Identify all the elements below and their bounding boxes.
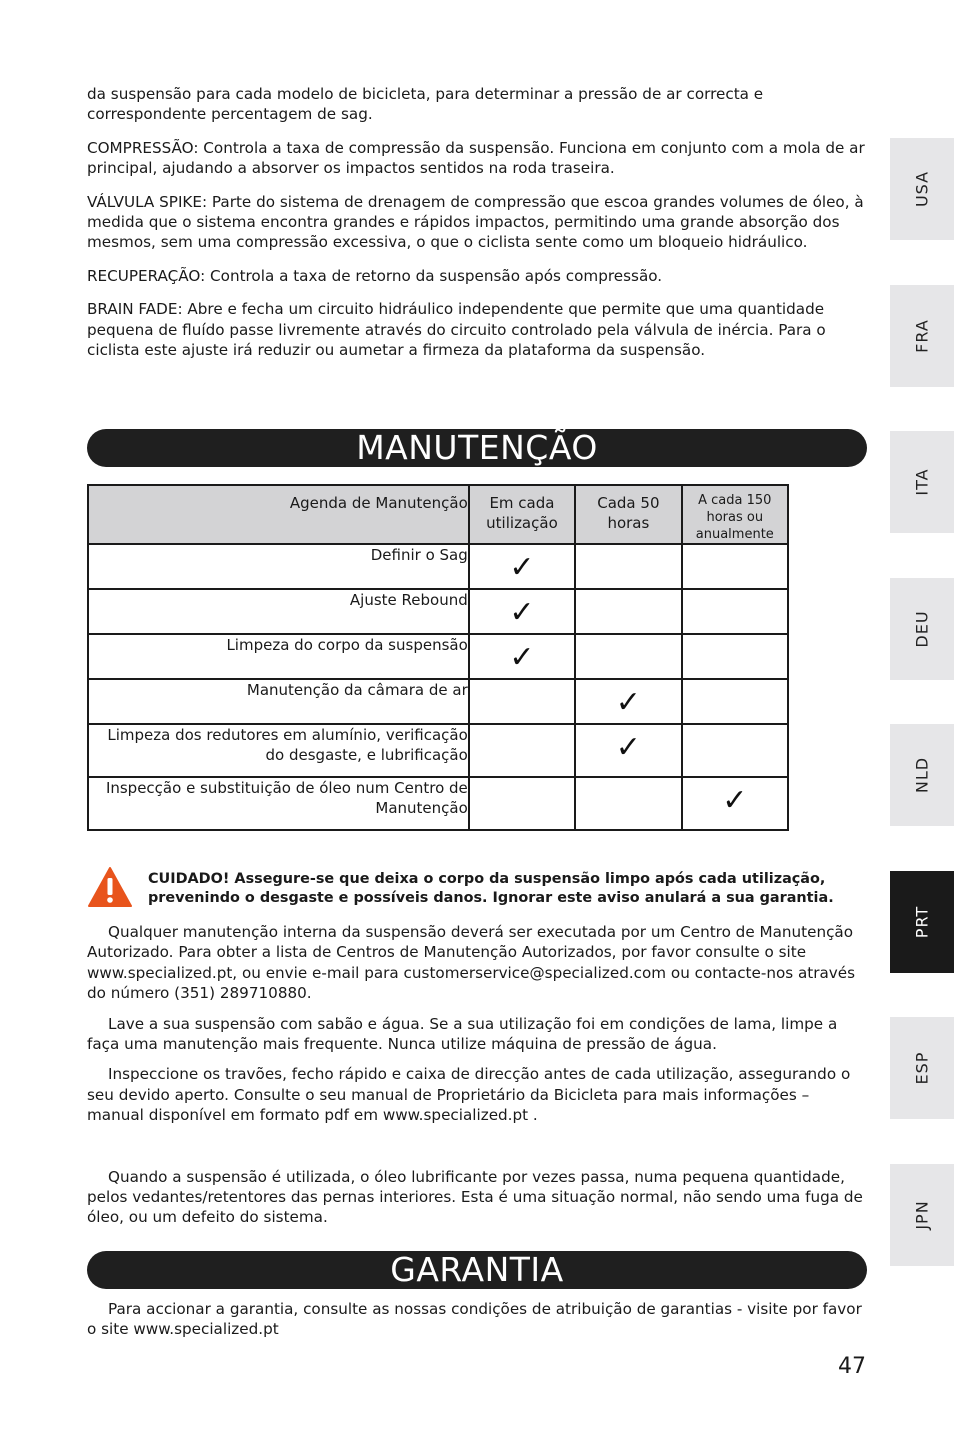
spike-text: SPIKE: Parte do sistema de drenagem de compressão que escoa grandes volumes de óleo, à medida que o sistema encontra grandes e rápidos impactos, permitindo uma grande absorção dos mesmos, sem uma compressão excessiva, o que o ciclista sente como um bloqueio hidráulico.	[87, 192, 864, 252]
oil-paragraph: Quando a suspensão é utilizada, o óleo lubrificante por vezes passa, numa pequena quantidade, pelos vedantes/retentores das pernas interiores. Esta é uma situação normal, não sendo uma fuga de óleo, ou um defeito do sistema.	[87, 1167, 863, 1227]
rebound-paragraph	[87, 266, 867, 286]
warranty-paragraph: Para accionar a garantia, consulte as nossas condições de atribuição de garantias - visite por favor o site www.specialized.pt	[87, 1300, 862, 1339]
tab-prt[interactable]	[890, 871, 954, 973]
check-cell	[682, 544, 788, 589]
tab-label: JPN	[912, 1199, 932, 1230]
tab-label: NLD	[912, 756, 932, 794]
tab-label: ITA	[912, 468, 932, 496]
table-header-row	[88, 485, 788, 544]
tab-label: PRT	[912, 905, 932, 938]
wash-paragraph: Lave a sua suspensão com sabão e água. Se a sua utilização foi em condições de lama, limpe a faça uma manutenção mais frequente. Nunca utilize máquina de pressão de água.	[87, 1014, 838, 1054]
check-cell	[575, 544, 681, 589]
rebound-text: Controla a taxa de retorno da suspensão após compressão.	[205, 266, 663, 285]
task-cell: Inspecção e substituição de óleo num Centro de Manutenção	[88, 777, 469, 830]
inspect-paragraph: Inspeccione os travões, fecho rápido e caixa de direcção antes de cada utilização, assegurando o seu devido aperto. Consulte o seu manual de Proprietário da Bicicleta para mais informações – manual disponível em formato pdf em www.specialized.pt .	[87, 1065, 851, 1125]
tab-label: ESP	[912, 1051, 932, 1085]
maintenance-table	[87, 484, 789, 831]
check-icon: ✓	[615, 730, 641, 765]
warranty-banner: GARANTIA	[87, 1251, 867, 1289]
table-row	[88, 544, 788, 589]
check-cell	[682, 634, 788, 679]
check-cell	[682, 724, 788, 777]
task-cell: Ajuste Rebound	[88, 589, 469, 634]
maintenance-banner: MANUTENÇÃO	[87, 429, 867, 467]
check-icon: ✓	[722, 783, 748, 818]
rebound-term: RECUPERAÇÃO:	[87, 266, 206, 285]
tab-ita[interactable]	[890, 431, 954, 533]
page-number: 47	[838, 1354, 866, 1379]
intro-section	[87, 84, 867, 360]
check-cell	[469, 679, 575, 724]
check-cell	[575, 634, 681, 679]
spike-paragraph	[87, 192, 867, 253]
intro-paragraph: da suspensão para cada modelo de bicicleta, para determinar a pressão de ar correcta e correspondente percentagem de sag.	[87, 85, 764, 124]
compression-paragraph	[87, 138, 867, 179]
check-cell	[469, 589, 575, 634]
check-cell	[575, 724, 681, 777]
body-section	[87, 922, 867, 1228]
warning-text: CUIDADO! Assegure-se que deixa o corpo da suspensão limpo após cada utilização, prevenindo o desgaste e possíveis danos. Ignorar este aviso anulará a sua garantia.	[148, 871, 834, 906]
table-row	[88, 724, 788, 777]
check-cell	[469, 544, 575, 589]
check-icon: ✓	[509, 595, 535, 630]
tab-jpn[interactable]	[890, 1164, 954, 1266]
task-cell: Limpeza do corpo da suspensão	[88, 634, 469, 679]
tab-label: USA	[912, 170, 932, 208]
table-row	[88, 634, 788, 679]
task-cell: Definir o Sag	[88, 544, 469, 589]
check-cell	[575, 679, 681, 724]
header-150-hours: A cada 150 horas ou anualmente	[682, 485, 788, 544]
check-cell	[469, 634, 575, 679]
warning-triangle-icon	[87, 866, 133, 908]
warranty-section	[87, 1299, 867, 1340]
tab-fra[interactable]	[890, 285, 954, 387]
check-icon: ✓	[509, 550, 535, 585]
service-paragraph: Qualquer manutenção interna da suspensão deverá ser executada por um Centro de Manutenção Autorizado. Para obter a lista de Centros de Manutenção Autorizados, por favor consulte o site www.specialized.pt, ou envie e-mail para customerservice@specialized.com ou contacte-nos através do número (351) 289710880.	[87, 923, 856, 1003]
task-cell: Manutenção da câmara de ar	[88, 679, 469, 724]
check-icon: ✓	[615, 685, 641, 720]
tab-esp[interactable]	[890, 1017, 954, 1119]
header-50-hours: Cada 50 horas	[575, 485, 681, 544]
check-cell	[469, 724, 575, 777]
brain-paragraph	[87, 299, 867, 360]
table-row	[88, 777, 788, 830]
compression-term: COMPRESSÃO:	[87, 138, 199, 157]
table-row	[88, 589, 788, 634]
brain-text: FADE: Abre e fecha um circuito hidráulico independente que permite que uma quantidade pequena de fluído passe livremente através do circuito controlado pela válvula de inércia. Para o ciclista este ajuste irá reduzir ou aumetar a firmeza da plataforma da suspensão.	[87, 300, 826, 360]
brain-term: BRAIN	[87, 300, 134, 319]
tab-label: DEU	[912, 609, 932, 648]
check-icon: ✓	[509, 640, 535, 675]
check-cell	[575, 777, 681, 830]
check-cell	[682, 777, 788, 830]
header-every-use: Em cada utilização	[469, 485, 575, 544]
check-cell	[469, 777, 575, 830]
check-cell	[575, 589, 681, 634]
tab-label: FRA	[912, 318, 932, 353]
task-cell: Limpeza dos redutores em alumínio, verificação do desgaste, e lubrificação	[88, 724, 469, 777]
compression-text: Controla a taxa de compressão da suspensão. Funciona em conjunto com a mola de ar principal, ajudando a absorver os impactos sentidos na roda traseira.	[87, 138, 865, 178]
check-cell	[682, 589, 788, 634]
check-cell	[682, 679, 788, 724]
tab-usa[interactable]	[890, 138, 954, 240]
tab-nld[interactable]	[890, 724, 954, 826]
table-row	[88, 679, 788, 724]
header-task: Agenda de Manutenção	[88, 485, 469, 544]
tab-deu[interactable]	[890, 578, 954, 680]
spike-term: VÁLVULA	[87, 192, 155, 211]
